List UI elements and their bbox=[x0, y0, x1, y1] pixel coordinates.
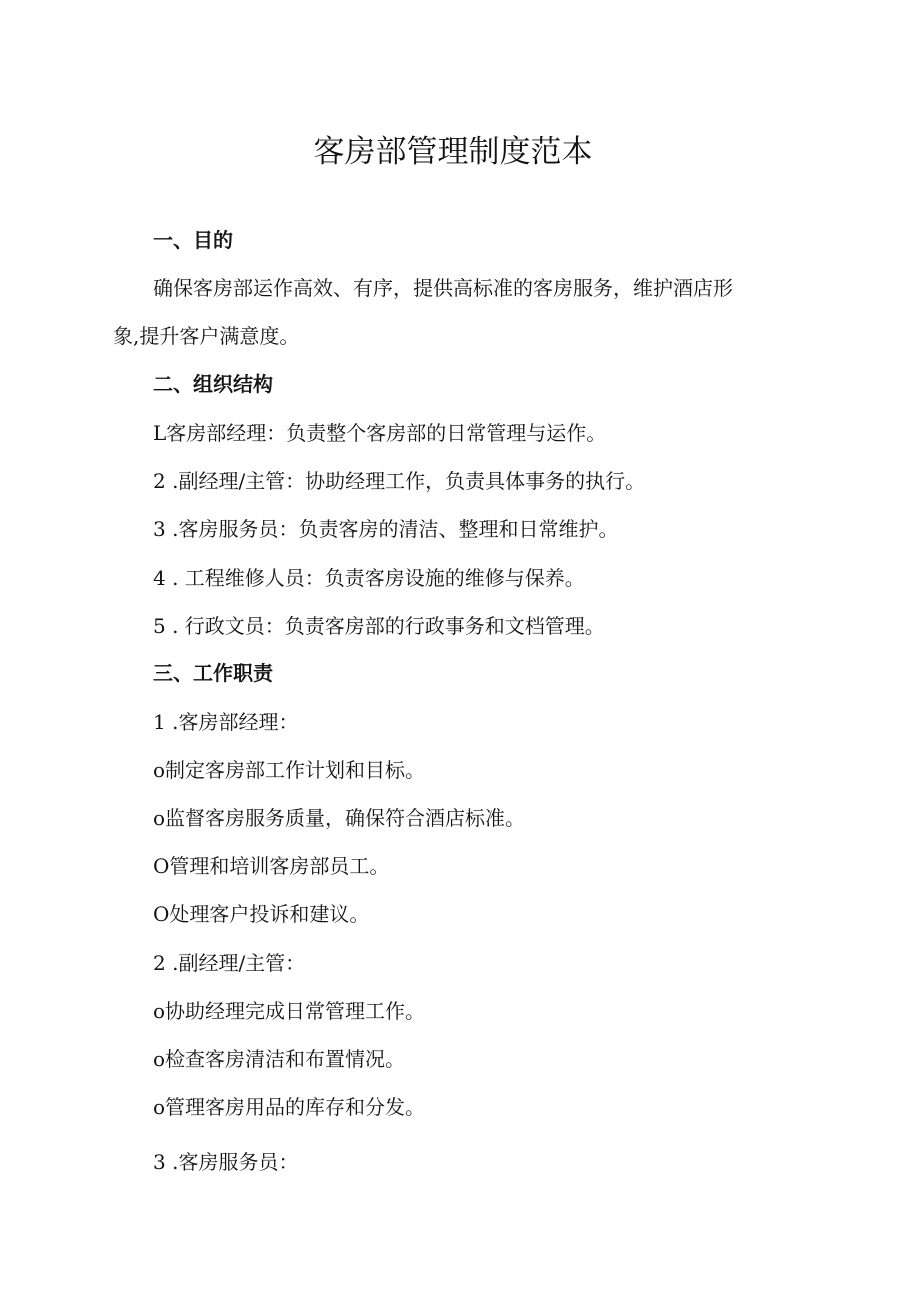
section-heading-structure: 二、组织结构 bbox=[153, 372, 273, 396]
structure-item: 2 .副经理/主管：协助经理工作，负责具体事务的执行。 bbox=[153, 469, 646, 493]
document-title: 客房部管理制度范本 bbox=[313, 134, 593, 170]
purpose-paragraph-line-2: 象,提升客户满意度。 bbox=[113, 324, 300, 348]
duties-item: O管理和培训客房部员工。 bbox=[153, 854, 390, 878]
structure-item: 3 .客房服务员：负责客房的清洁、整理和日常维护。 bbox=[153, 517, 619, 541]
duties-subheading: 2 .副经理/主管： bbox=[153, 951, 306, 975]
section-heading-duties: 三、工作职责 bbox=[153, 661, 273, 685]
section-heading-purpose: 一、目的 bbox=[153, 228, 233, 252]
duties-item: o制定客房部工作计划和目标。 bbox=[153, 758, 426, 782]
duties-item: o监督客房服务质量，确保符合酒店标准。 bbox=[153, 806, 526, 830]
structure-item: L客房部经理：负责整个客房部的日常管理与运作。 bbox=[153, 421, 607, 445]
structure-item: 4 . 工程维修人员：负责客房设施的维修与保养。 bbox=[153, 566, 585, 590]
duties-item: o检查客房清洁和布置情况。 bbox=[153, 1047, 406, 1071]
duties-subheading: 1 .客房部经理： bbox=[153, 710, 299, 734]
duties-item: O处理客户投诉和建议。 bbox=[153, 902, 370, 926]
duties-subheading: 3 .客房服务员： bbox=[153, 1150, 299, 1174]
purpose-paragraph-line-1: 确保客房部运作高效、有序，提供高标准的客房服务，维护酒店形 bbox=[153, 276, 733, 300]
duties-item: o管理客房用品的库存和分发。 bbox=[153, 1095, 426, 1119]
duties-item: o协助经理完成日常管理工作。 bbox=[153, 999, 426, 1023]
structure-item: 5 . 行政文员：负责客房部的行政事务和文档管理。 bbox=[153, 614, 605, 638]
